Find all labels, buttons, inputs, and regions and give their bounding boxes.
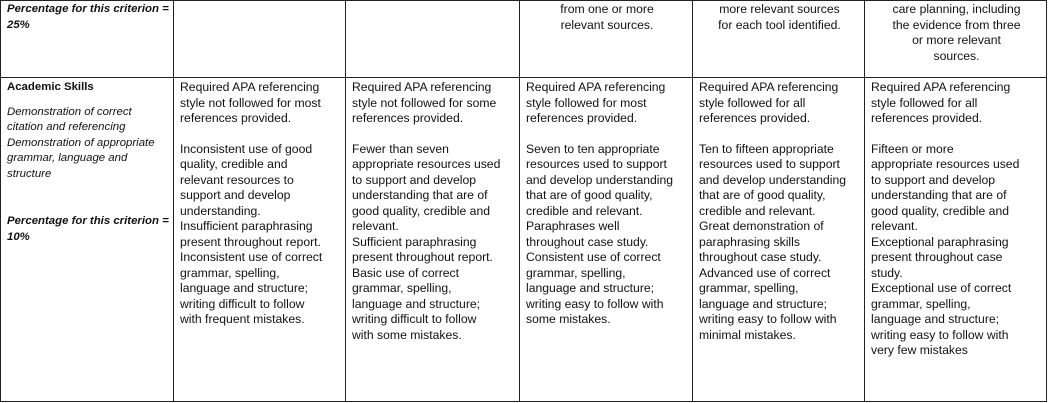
- criterion-percentage: Percentage for this criterion = 25%: [7, 3, 169, 31]
- grade-cell: [693, 1, 865, 78]
- grade-cell-high-distinction: [865, 78, 1047, 402]
- rubric-row-academic-skills: [1, 78, 1047, 402]
- grade-cell-pass: [346, 78, 520, 402]
- grade-cell-text: Fifteen or more appropriate resources used to support and develop understanding that are of good quality, credible and relevant. Exceptional paraphrasing present throughout case study. Exceptional use of correct grammar, spelling, language and structure; writing easy to follow with very few mistakes: [871, 141, 1020, 357]
- grade-cell: [520, 1, 693, 78]
- criterion-description: Demonstration of correct citation and referencing: [7, 105, 132, 133]
- grade-cell-text: Required APA referencing style followed for all references provided.: [699, 80, 839, 125]
- grade-cell-text: Required APA referencing style not followed for some references provided.: [352, 80, 497, 125]
- grade-cell-text: more relevant sources for each tool identified.: [718, 2, 841, 32]
- grade-cell-text: Fewer than seven appropriate resources used to support and develop understanding that are of good quality, credible and relevant. Sufficient paraphrasing present throughout report. Basic use of correct grammar, spelling, language and structure; writing difficult to follow with some mistakes.: [352, 141, 501, 342]
- grade-cell-text: Seven to ten appropriate resources used to support and develop understanding that are of good quality, credible and relevant. Paraphrases well throughout case study. Consistent use of correct grammar, spelling, language and structure; writing easy to follow with some mistakes.: [526, 141, 674, 326]
- grade-cell-text: Required APA referencing style followed for most references provided.: [526, 80, 666, 125]
- grade-cell-credit: [520, 78, 693, 402]
- grade-cell-text: Inconsistent use of good quality, credible and relevant resources to support and develop understanding. Insufficient paraphrasing present throughout report. Inconsistent use of correct grammar, spelling, language and structure; writing difficult to follow with frequent mistakes.: [180, 141, 323, 326]
- grade-cell-distinction: [693, 78, 865, 402]
- criterion-description: Demonstration of appropriate grammar, language and structure: [7, 136, 155, 180]
- grade-cell: [174, 1, 346, 78]
- criterion-percentage: Percentage for this criterion = 10%: [7, 215, 169, 243]
- grade-cell: [865, 1, 1047, 78]
- rubric-row-previous-criterion: [1, 1, 1047, 78]
- grade-cell-text: Required APA referencing style followed for all references provided.: [871, 80, 1011, 125]
- grade-cell: [346, 1, 520, 78]
- grade-cell-text: Required APA referencing style not followed for most references provided.: [180, 80, 321, 125]
- criterion-cell: [1, 1, 174, 78]
- grade-cell-text: Ten to fifteen appropriate resources used to support and develop understanding that are of good quality, credible and relevant. Great demonstration of paraphrasing skills throughout case study. Advanced use of correct grammar, spelling, language and structure; writing easy to follow with minimal mistakes.: [699, 141, 847, 342]
- grade-cell-fail: [174, 78, 346, 402]
- criterion-cell: [1, 78, 174, 402]
- grade-cell-text: from one or more relevant sources.: [560, 2, 654, 32]
- criterion-title: Academic Skills: [7, 81, 94, 93]
- grade-cell-text: care planning, including the evidence from three or more relevant sources.: [892, 2, 1021, 63]
